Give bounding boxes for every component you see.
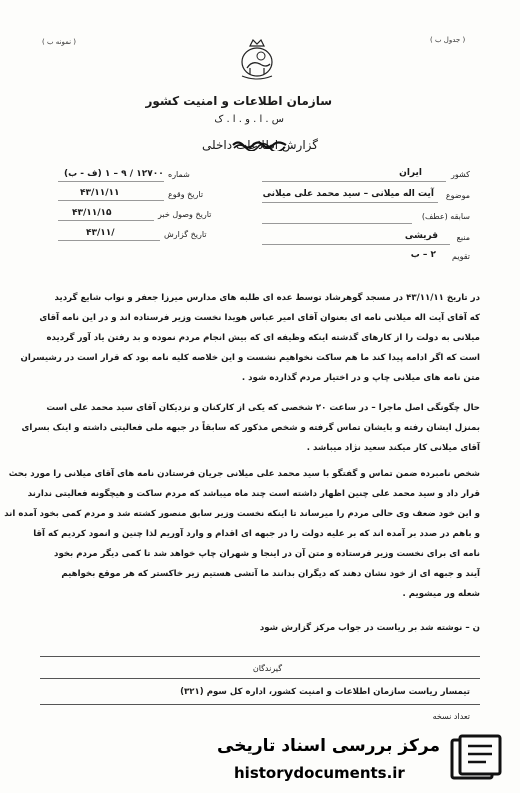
lion-and-sun-emblem-icon <box>236 38 278 84</box>
copies-label: تعداد نسخه <box>432 712 470 721</box>
form-type-label: ( نمونه ب ) <box>42 38 77 46</box>
body-line: آیند و جبهه ای از خود نشان دهند که دیگران بدانند ما آتشی هستیم زیر خاکستر که هر موقع بخواهیم <box>61 569 480 579</box>
organization-name: سازمان اطلاعات و امنیت کشور <box>145 94 332 108</box>
body-line: در تاریخ ۴۳/۱۱/۱۱ در مسجد گوهرشاد توسط عده ای طلبه های مدارس میرزا جعفر و نواب شایع گردید <box>54 293 480 303</box>
body-line: شخص نامبرده ضمن تماس و گفتگو با سید محمد علی میلانی جریان فرستادن نامه های آقای میلانی را مورد بحث <box>8 469 480 479</box>
body-line: نامه ای برای نخست وزیر فرستاده و متن آن در اینجا و شهران چاپ خواهد شد تا کمی دیگر مردم بخود <box>54 549 480 559</box>
number-value: ۱۲۷۰۰ / ۹ – ۱ (ف - ب) <box>64 169 164 179</box>
body-line: آقای میلانی کار میکند سعید نژاد میباشد . <box>306 443 480 453</box>
closing-note: ن – نوشته شد بر ریاست در جواب مرکز گزارش شود <box>259 623 480 633</box>
body-line: است که اگر ادامه پیدا کند ما هم ساکت نخواهیم نشست و این خلاصه کلیه نامه بود که قرار است در رشیسران <box>20 353 480 363</box>
watermark-website: historydocuments.ir <box>234 764 405 782</box>
organization-code: س . ا . و . ا . ک <box>214 114 284 125</box>
source-value: قریشی <box>404 231 438 241</box>
report-date-label: تاریخ گزارش <box>164 230 207 239</box>
body-line: شعله ور میشویم . <box>402 589 480 599</box>
redaction-scribble-icon <box>232 139 287 151</box>
table-type-label: ( جدول ب ) <box>430 36 466 44</box>
source-label: منبع <box>456 233 470 242</box>
evaluation-value: ۲ – ب <box>410 250 436 260</box>
report-date-value: ۴۳/۱۱/ <box>86 228 115 238</box>
received-date-value: ۴۳/۱۱/۱۵ <box>72 208 112 218</box>
background-label: سابقه (عطف) <box>421 212 470 221</box>
event-date-value: ۴۳/۱۱/۱۱ <box>80 188 120 198</box>
report-title: گزارش اطلاعات داخلی <box>202 138 318 152</box>
evaluation-label: تقویم <box>452 252 470 261</box>
body-line: و این خود ضعف وی حالی مردم را میرساند تا اینکه نخست وزیر سابق منصور کشته شد و مردم کمی بخود آمده اند <box>4 509 480 519</box>
recipient-item: تیمسار ریاست سازمان اطلاعات و امنیت کشور، اداره کل سوم (۳۲۱) <box>180 687 470 697</box>
archive-logo-icon <box>448 734 504 784</box>
number-label: شماره <box>168 170 190 179</box>
body-line: قرار داد و سید محمد علی چنین اظهار داشته است چند ماه میباشد که مردم ساکت و هیچگونه فعالیتی ندارند <box>27 489 480 499</box>
event-date-label: تاریخ وقوع <box>168 190 204 199</box>
recipients-heading: گیرندگان <box>252 664 282 673</box>
body-line: بمنزل ایشان رفته و بایشان تماس گرفته و شخص مذکور که سابقاً در جبهه ملی فعالیتی داشته و اینک بسرای <box>21 423 480 433</box>
body-line: که آقای آیت اله میلانی نامه ای بعنوان آقای امیر عباس هویدا نخست وزیر فرستاده اند و در این نامه آقای <box>39 313 480 323</box>
country-label: کشور <box>451 170 470 179</box>
received-date-label: تاریخ وصول خبر <box>158 210 212 219</box>
country-value: ایران <box>399 168 422 178</box>
body-line: و باهم در صدد بر آمده اند که بر علیه دولت را در جبهه ای اقدام و وارد آوریم لذا چنین و انمود کردیم که آقا <box>33 529 480 539</box>
body-line: میلانی به دولت را از کارهای گذشته اینکه وظیفه ای که بیش انجام مردم نموده و بد رفتن یاد آور گردیده <box>46 333 480 343</box>
watermark-center-name: مرکز بررسی اسناد تاریخی <box>217 736 440 756</box>
subject-label: موضوع <box>445 191 470 200</box>
body-line: متن نامه های میلانی چاپ و در اختیار مردم گذارده شود . <box>241 373 480 383</box>
subject-value: آیت اله میلانی – سید محمد علی میلانی <box>262 189 434 199</box>
body-line: حال چگونگی اصل ماجرا – در ساعت ۲۰ شخصی که یکی از کارکنان و نزدیکان آقای سید محمد علی است <box>46 403 480 413</box>
